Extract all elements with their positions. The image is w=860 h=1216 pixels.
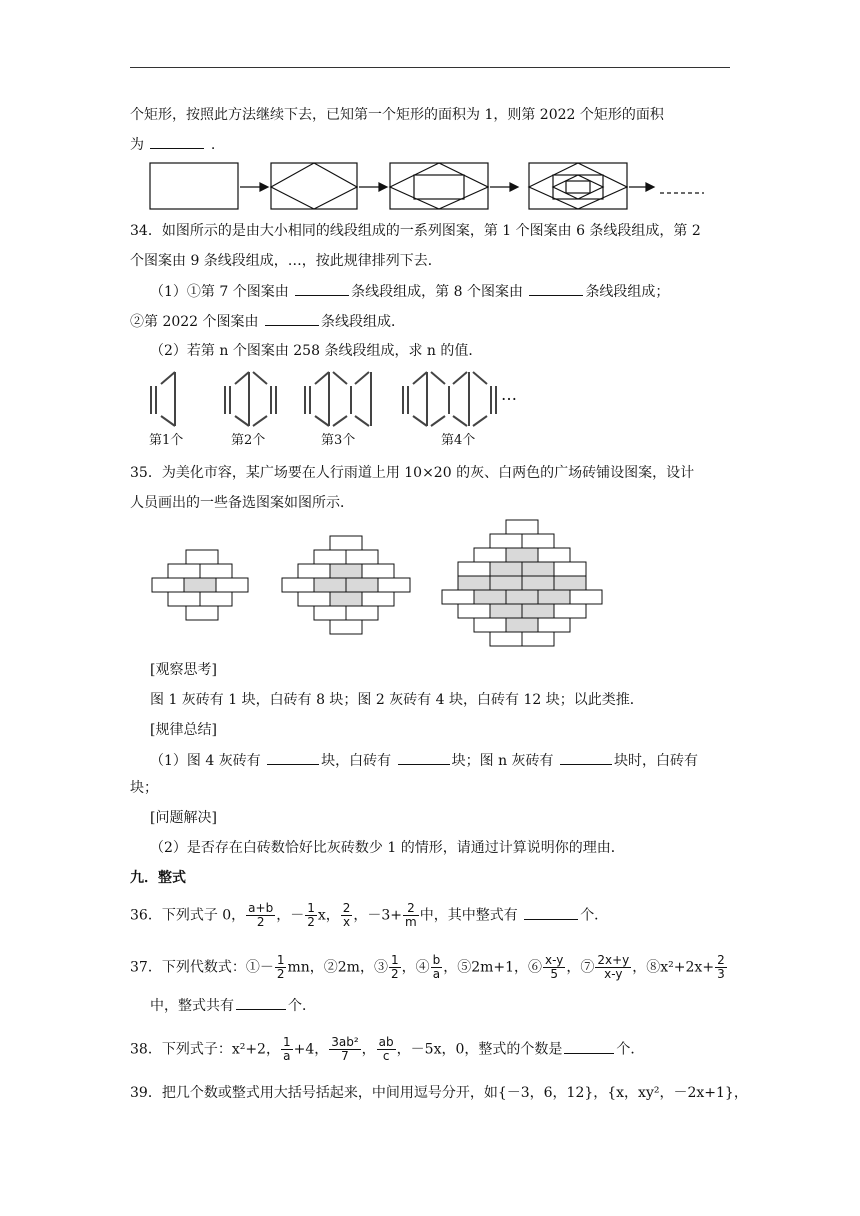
p39-line1: 39．把几个数或整式用大括号括起来，中间用逗号分开，如{－3，6，12}，{x，xy²，－2x+1}， <box>130 1085 748 1101</box>
fraction: $\frac{\text{3ab²}}{7}$ <box>331 1035 359 1063</box>
fraction: $\frac{x-y}{5}$ <box>545 953 564 981</box>
p35-heading-rule: [规律总结] <box>150 722 217 738</box>
p35-line6: （2）是否存在白砖数恰好比灰砖数少 1 的情形，请通过计算说明你的理由． <box>150 840 625 856</box>
rect-3 <box>390 163 488 209</box>
p34-line1: 34．如图所示的是由大小相同的线段组成的一系列图案，第 1 个图案由 6 条线段组成，第 2 <box>130 223 701 239</box>
answer-blank[interactable] <box>564 1039 614 1054</box>
fraction: $\frac{b}{a}$ <box>432 953 441 981</box>
fraction: $\frac{2}{m}$ <box>405 901 417 929</box>
p35-line3: 图 1 灰砖有 1 块，白砖有 8 块；图 2 灰砖有 4 块，白砖有 12 块；以此类推． <box>150 692 644 708</box>
fraction: $\frac{1}{2}$ <box>390 953 399 981</box>
p35-heading-observe: [观察思考] <box>150 662 217 678</box>
fraction: $\frac{2}{x}$ <box>342 901 351 929</box>
p35-line5: 块； <box>130 780 158 796</box>
answer-blank[interactable] <box>295 281 349 296</box>
answer-blank[interactable] <box>560 750 612 765</box>
answer-blank[interactable] <box>265 311 319 326</box>
rect-1 <box>150 163 238 209</box>
fraction: $\frac{1}{a}$ <box>282 1035 291 1063</box>
rect-2 <box>271 163 357 209</box>
caption-2: 第2个 <box>231 433 266 448</box>
answer-blank[interactable] <box>267 750 319 765</box>
p33-line1: 个矩形，按照此方法继续下去，已知第一个矩形的面积为 1，则第 2022 个矩形的面积 <box>130 107 664 123</box>
p33-line2: 为 . <box>130 134 730 155</box>
p38-line: 38．下列式子：x²+2， $\frac{1}{a}$ +4， $\frac{\text{3ab²}}{7}$ ， $\frac{ab}{c}$ ，－5x，0，整式的个数是 个． <box>130 1035 645 1063</box>
p37-line2: 中，整式共有 个． <box>150 995 730 1016</box>
answer-blank[interactable] <box>398 750 450 765</box>
fraction: $\frac{1}{2}$ <box>307 901 315 929</box>
p35-line2: 人员画出的一些备选图案如图所示． <box>130 495 354 511</box>
section-title: 九．整式 <box>130 870 186 886</box>
header-rule <box>130 67 730 68</box>
rectangle-sequence-figure <box>148 160 708 212</box>
caption-1: 第1个 <box>149 433 184 448</box>
brick-pattern-figure <box>148 518 608 652</box>
answer-blank[interactable] <box>236 995 286 1010</box>
rect-4 <box>529 163 627 209</box>
p35-heading-solve: [问题解决] <box>150 810 217 826</box>
fraction: $\frac{2x+y}{x-y}$ <box>597 953 630 981</box>
answer-blank[interactable] <box>150 134 204 149</box>
p35-line4: （1）图 4 灰砖有 块，白砖有 块；图 n 灰砖有 块时，白砖有 <box>150 750 730 771</box>
answer-blank[interactable] <box>529 281 583 296</box>
p35-line1: 35．为美化市容，某广场要在人行雨道上用 10×20 的灰、白两色的广场砖铺设图案，设计 <box>130 465 695 481</box>
fraction: $\frac{a+b}{2}$ <box>248 901 274 929</box>
caption-3: 第3个 <box>321 433 356 448</box>
p34-line2: 个图案由 9 条线段组成，…，按此规律排列下去． <box>130 253 442 269</box>
fraction: $\frac{ab}{c}$ <box>378 1035 394 1063</box>
caption-4: 第4个 <box>441 433 476 448</box>
pattern-ellipsis: … <box>501 385 517 404</box>
p34-line3: （1）①第 7 个图案由 条线段组成，第 8 个图案由 条线段组成； <box>150 281 730 302</box>
p36-line: 36．下列式子 0， $\frac{a+b}{2}$ ，－ $\frac{1}{2}$ x， $\frac{2}{x}$ ，－3+ $\frac{2}{m}$ 中，其中整式有 个． <box>130 901 609 929</box>
p34-line5: （2）若第 n 个图案由 258 条线段组成，求 n 的值． <box>150 343 483 359</box>
p37-line1: 37．下列代数式：①－ $\frac{1}{2}$ mn，②2m，③ $\frac{1}{2}$ ，④ $\frac{b}{a}$ ，⑤2m+1，⑥ $\frac{x-y}{5}$ ，⑦ $\frac{2x+y}{x-y}$ ，⑧x²+2x+ $\frac{2}{3}$ <box>130 953 725 981</box>
fraction: $\frac{1}{2}$ <box>276 953 285 981</box>
segment-pattern-figure <box>145 366 545 450</box>
answer-blank[interactable] <box>524 905 578 920</box>
p34-line4: ②第 2022 个图案由 条线段组成． <box>130 311 730 332</box>
fraction: $\frac{2}{3}$ <box>717 953 725 981</box>
